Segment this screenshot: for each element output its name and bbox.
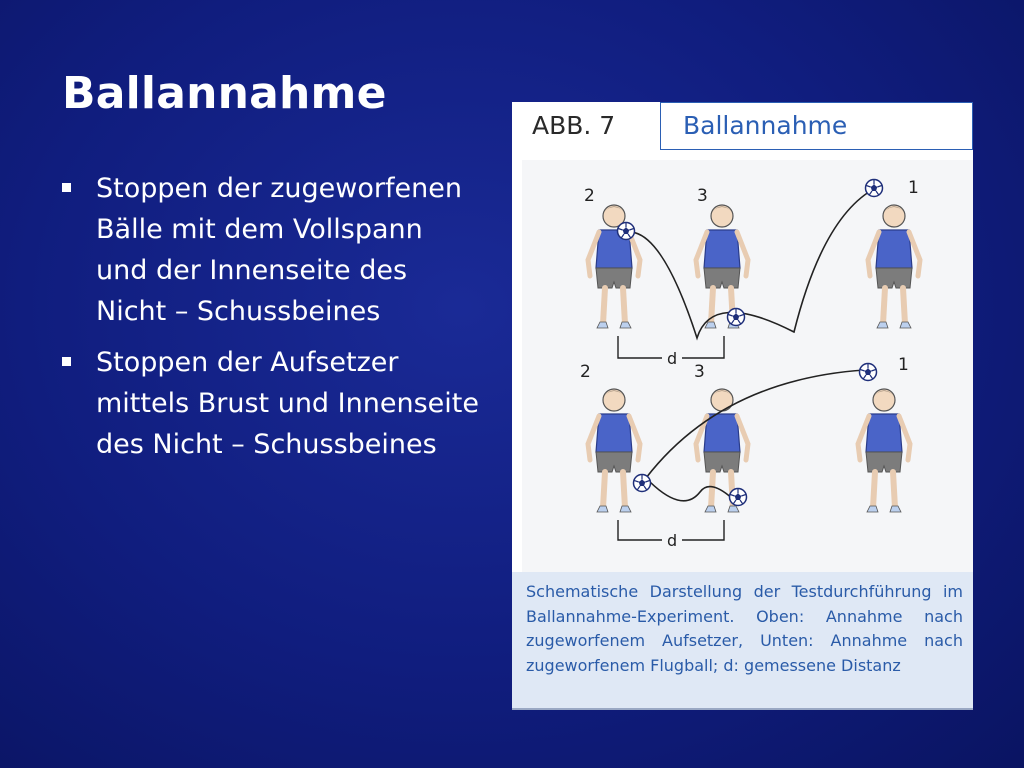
bullet-item <box>62 342 482 465</box>
distance-label: d <box>667 531 678 550</box>
player-figure <box>868 205 920 328</box>
figure-number-label: 1 <box>908 178 919 198</box>
player-figure <box>588 389 640 512</box>
figure-caption: Schematische Darstellung der Testdurchführung im Ballannahme-Experiment. Oben: Annahme nach zugeworfenem Aufsetzer, Unten: Annahme nach zugeworfenem Flugball; d: gemessene Distanz <box>526 582 963 675</box>
figure-number-label: 2 <box>584 186 595 206</box>
figure-number-label: 2 <box>580 362 591 382</box>
illustration-svg <box>522 160 973 572</box>
bottom-scene <box>580 355 910 550</box>
bullet-text: Stoppen der zugeworfenen Bälle mit dem Vollspann und der Innenseite des Nicht – Schussbeines <box>96 173 462 327</box>
ball-icon <box>730 489 747 506</box>
ball-icon <box>634 475 651 492</box>
ball-icon <box>728 309 745 326</box>
square-bullet-icon <box>62 357 71 366</box>
bullet-item <box>62 168 482 332</box>
figure-header <box>512 102 973 150</box>
square-bullet-icon <box>62 183 71 192</box>
top-scene <box>584 178 920 368</box>
figure-number-label: 3 <box>697 186 708 206</box>
ball-icon <box>866 180 883 197</box>
figure-title: Ballannahme <box>660 102 973 150</box>
slide-title: Ballannahme <box>62 68 387 119</box>
player-figure <box>858 389 910 512</box>
figure-number-label: 3 <box>694 362 705 382</box>
figure-panel <box>512 102 973 710</box>
figure-label: ABB. 7 <box>512 102 660 150</box>
ball-icon <box>618 223 635 240</box>
ball-icon <box>860 364 877 381</box>
distance-label: d <box>667 349 678 368</box>
player-figure <box>588 205 640 328</box>
figure-caption-box <box>512 572 973 708</box>
bullet-text: Stoppen der Aufsetzer mittels Brust und Innenseite des Nicht – Schussbeines <box>96 347 479 460</box>
figure-illustration <box>522 160 973 630</box>
figure-number-label: 1 <box>898 355 909 375</box>
bullet-list <box>62 168 482 475</box>
